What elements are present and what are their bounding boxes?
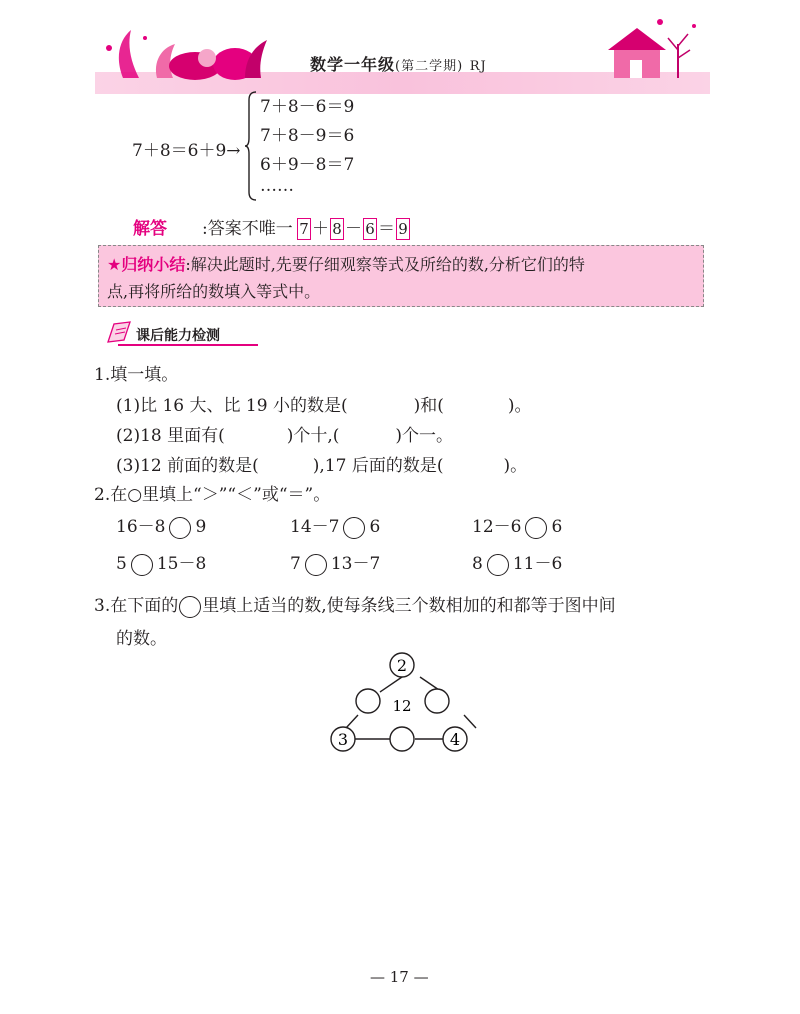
equation-line-4: …… — [260, 176, 294, 196]
num-top: 2 — [396, 656, 408, 675]
compare-circle[interactable] — [487, 554, 509, 576]
summary-line-1: :解决此题时,先要仔细观察等式及所给的数,分析它们的特 — [185, 255, 585, 274]
section-underline — [118, 344, 258, 346]
q1-item-1: (1)比 16 大、比 19 小的数是( )和( )。 — [116, 396, 532, 416]
q1-title: 1.填一填。 — [94, 365, 179, 385]
num-center: 12 — [392, 697, 412, 715]
answer-box: 6 — [363, 218, 377, 240]
header-title: 数学一年级(第二学期) RJ — [310, 55, 487, 74]
q2-item: 16－8 9 — [116, 517, 207, 537]
equation-line-1: 7＋8－6＝9 — [260, 97, 355, 117]
triangle-diagram — [320, 645, 480, 760]
header-right-decoration-icon — [590, 14, 710, 80]
answer-text: :答案不唯一 — [202, 219, 293, 239]
q1-item-2: (2)18 里面有( )个十,( )个一。 — [116, 426, 454, 446]
q3-line-1: 3.在下面的 里填上适当的数,使每条线三个数相加的和都等于图中间 — [94, 596, 616, 616]
summary-line-2: 点,再将所给的数填入等式中。 — [107, 282, 321, 301]
section-pencil-icon — [104, 318, 134, 346]
compare-circle[interactable] — [305, 554, 327, 576]
page-number: — 17 — — [370, 968, 429, 986]
circle-right[interactable] — [425, 689, 449, 713]
compare-circle[interactable] — [525, 517, 547, 539]
summary-label: ★归纳小结 — [107, 255, 186, 274]
q1-item-3: (3)12 前面的数是( ),17 后面的数是( )。 — [116, 456, 528, 476]
q2-item: 12－6 6 — [472, 517, 563, 537]
q2-item: 7 13－7 — [290, 554, 381, 574]
equation-line-2: 7＋8－9＝6 — [260, 126, 355, 146]
summary-box — [98, 245, 704, 307]
q2-item: 5 15－8 — [116, 554, 207, 574]
section-title: 课后能力检测 — [136, 328, 220, 344]
answer-box: 9 — [396, 218, 410, 240]
equation-left: 7＋8＝6＋9→ — [132, 141, 241, 161]
compare-circle[interactable] — [131, 554, 153, 576]
q2-item: 8 11－6 — [472, 554, 563, 574]
num-bottom-right: 4 — [449, 730, 461, 749]
num-bottom-left: 3 — [337, 730, 349, 749]
compare-circle[interactable] — [169, 517, 191, 539]
answer-box: 8 — [330, 218, 344, 240]
compare-circle[interactable] — [343, 517, 365, 539]
header-left-decoration-icon — [95, 18, 275, 80]
q2-title: 2.在○里填上“＞”“＜”或“＝”。 — [94, 485, 331, 505]
equation-line-3: 6＋9－8＝7 — [260, 155, 355, 175]
circle-left[interactable] — [356, 689, 380, 713]
brace-icon — [244, 90, 258, 202]
answer-label: 解答 — [133, 219, 167, 239]
q2-item: 14－7 6 — [290, 517, 381, 537]
answer-box: 7 — [297, 218, 311, 240]
q3-line-2: 的数。 — [116, 629, 167, 649]
answer-equation: 7 ＋ 8 － 6 ＝ 9 — [296, 214, 411, 240]
circle-icon — [179, 596, 201, 618]
circle-bottom-middle[interactable] — [390, 727, 414, 751]
